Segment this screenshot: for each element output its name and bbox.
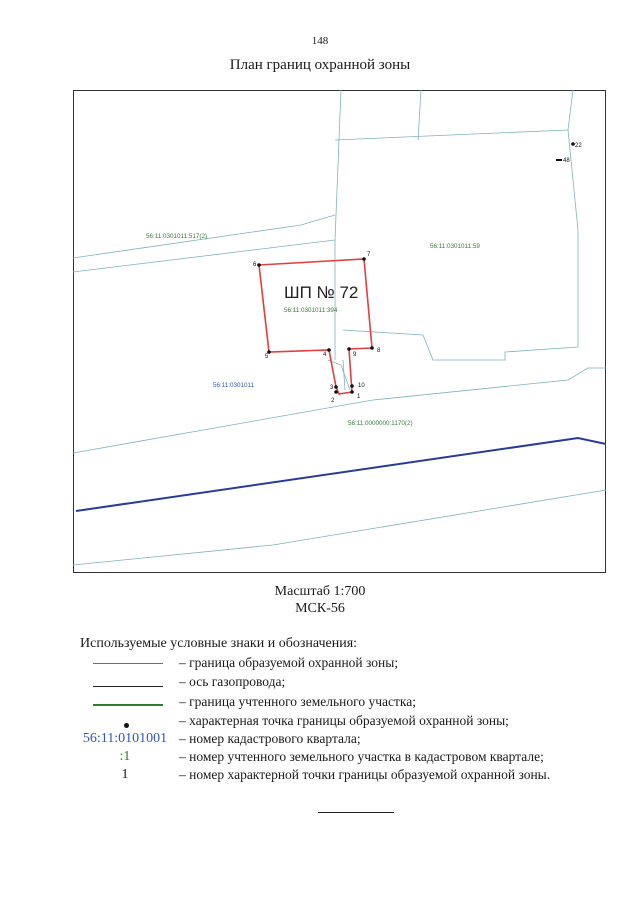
point-2-marker — [334, 390, 338, 394]
point-22-label: 22 — [575, 143, 582, 149]
legend-heading: Используемые условные знаки и обозначения: — [80, 636, 358, 651]
point-10-label: 10 — [358, 383, 365, 389]
scale-text: Масштаб 1:700 — [274, 584, 366, 599]
point-10-marker — [350, 384, 354, 388]
green-line-swatch — [93, 704, 163, 706]
legend-item-parcel — [0, 694, 640, 710]
legend-symbol-quarter: 56:11:0101001 — [82, 731, 168, 746]
point-1-marker — [350, 390, 354, 394]
signature-line — [318, 812, 394, 813]
point-8-label: 8 — [377, 348, 381, 354]
legend-item-gas-axis — [0, 674, 640, 690]
parcel-517-label: 56:11:0301011:517(2) — [146, 233, 208, 240]
point-3-marker — [334, 385, 338, 389]
point-48-label: 48 — [563, 158, 570, 164]
legend-item-parcel-number — [0, 749, 640, 765]
crs-text: МСК-56 — [295, 601, 345, 616]
boundary-map — [73, 90, 606, 573]
point-3-label: 3 — [330, 385, 334, 391]
legend-symbol-parcel — [60, 694, 190, 710]
legend-symbol-parcel-number: :1 — [119, 749, 131, 764]
point-7-marker — [362, 257, 366, 261]
point-1-label: 1 — [357, 394, 361, 400]
point-2-label: 2 — [331, 398, 335, 404]
point-48-marker — [556, 159, 562, 161]
legend-desc-parcel-number: – номер учтенного земельного участка в кадастровом квартале; — [179, 749, 544, 764]
point-8-marker — [370, 346, 374, 350]
legend-symbol-point-number: 1 — [121, 767, 129, 782]
point-5-label: 5 — [265, 354, 269, 360]
dark-line-swatch — [93, 686, 163, 687]
point-6-marker — [257, 263, 261, 267]
point-6-label: 6 — [253, 262, 257, 268]
legend-desc-zone: – граница образуемой охранной зоны; — [179, 655, 399, 670]
point-9-label: 9 — [353, 352, 357, 358]
point-7-label: 7 — [367, 252, 371, 258]
parcel-394-label: 56:11:0301011:394 — [284, 307, 338, 314]
page-number: 148 — [311, 35, 329, 47]
legend-item-point — [0, 713, 640, 729]
legend-item-quarter — [0, 731, 640, 747]
quarter-label: 56:11:0301011 — [213, 382, 255, 389]
point-4-marker — [327, 348, 331, 352]
zone-title: ШП № 72 — [284, 283, 359, 302]
point-9-marker — [347, 347, 351, 351]
legend-symbol-point — [60, 713, 190, 729]
point-dot-icon — [124, 723, 129, 728]
point-4-label: 4 — [323, 352, 327, 358]
red-line-swatch — [93, 663, 163, 664]
legend-desc-quarter: – номер кадастрового квартала; — [179, 731, 361, 746]
legend-desc-parcel: – граница учтенного земельного участка; — [179, 694, 416, 709]
legend-item-point-number — [0, 767, 640, 783]
legend-desc-point: – характерная точка границы образуемой охранной зоны; — [179, 713, 509, 728]
page-title: План границ охранной зоны — [229, 57, 411, 73]
legend-item-zone-boundary — [0, 655, 640, 671]
legend-desc-point-number: – номер характерной точки границы образуемой охранной зоны. — [179, 767, 551, 782]
parcel-1170-label: 56:11:0000000:1170(2) — [348, 420, 413, 427]
legend-desc-gas: – ось газопровода; — [179, 674, 286, 689]
legend-symbol-zone — [60, 655, 190, 671]
scale-block — [0, 583, 640, 617]
parcel-59-label: 56:11:0301011:59 — [430, 243, 480, 250]
legend-symbol-gas — [60, 674, 190, 690]
map-canvas — [73, 90, 606, 573]
